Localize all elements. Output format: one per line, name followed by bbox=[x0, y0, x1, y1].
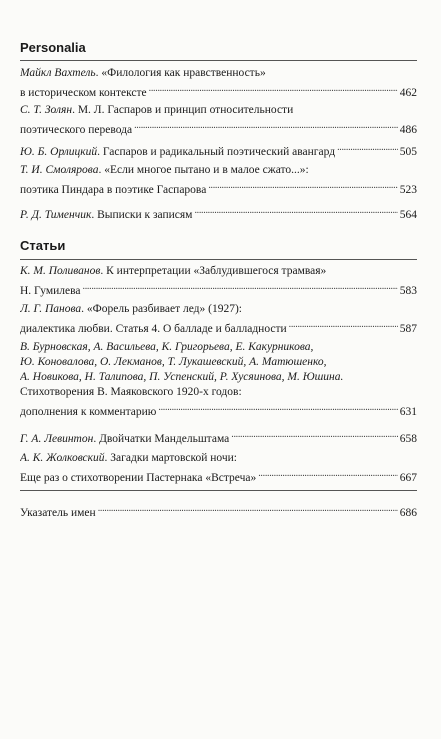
entry-page: 523 bbox=[399, 184, 417, 196]
entry-page: 505 bbox=[399, 146, 417, 158]
section-title-articles: Статьи bbox=[20, 238, 66, 253]
entry-title-line: Выписки к записям bbox=[97, 209, 193, 221]
toc-entry[interactable] bbox=[20, 340, 417, 418]
leader-dots bbox=[194, 203, 397, 218]
toc-entry[interactable]: Г. А. Левинтон. Двойчатки Мандельштама . . . 658 bbox=[20, 427, 417, 442]
entry-title-line: диалектика любви. Статья 4. О балладе и балладности bbox=[20, 323, 287, 335]
entry-title-line: «Если многое пытано и в малое сжато...»: bbox=[104, 164, 309, 176]
leader-dots bbox=[158, 400, 397, 415]
leader-dots bbox=[134, 118, 398, 133]
entry-title-line: в историческом контексте bbox=[20, 87, 147, 99]
entry-author-line: В. Бурновская, А. Васильева, К. Григорьева, Е. Какурникова, bbox=[20, 341, 314, 353]
entry-author: С. Т. Золян bbox=[20, 104, 73, 116]
toc-entry[interactable]: Майкл Вахтель. «Филология как нравственность» в историческом контексте . . . 462 bbox=[20, 66, 417, 96]
leader-dots bbox=[231, 427, 398, 442]
entry-title-line: М. Л. Гаспаров и принцип относительности bbox=[77, 104, 294, 116]
entry-author: Л. Г. Панова bbox=[20, 303, 82, 315]
toc-entry[interactable]: Р. Д. Тименчик. Выписки к записям . . . 564 bbox=[20, 203, 417, 218]
entry-author-line: Ю. Коновалова, О. Лекманов, Т. Лукашевский, А. Матюшенко, bbox=[20, 356, 327, 368]
entry-title-line: К интерпретации «Заблудившегося трамвая» bbox=[106, 265, 327, 277]
entry-title-line: Стихотворения В. Маяковского 1920-х годов: bbox=[20, 386, 242, 398]
leader-dots bbox=[98, 501, 398, 516]
entry-author: К. М. Поливанов bbox=[20, 265, 101, 277]
toc-entry[interactable]: Л. Г. Панова. «Форель разбивает лед» (1927): диалектика любви. Статья 4. О балладе и балладности . . . 587 bbox=[20, 302, 417, 332]
entry-page: 564 bbox=[399, 209, 417, 221]
entry-page: 462 bbox=[399, 87, 417, 99]
leader-dots bbox=[83, 279, 398, 294]
toc-entry[interactable]: Т. И. Смолярова. «Если многое пытано и в малое сжато...»: поэтика Пиндара в поэтике Гаспарова . . . 523 bbox=[20, 163, 417, 193]
entry-title-line: Еще раз о стихотворении Пастернака «Встреча» bbox=[20, 472, 257, 484]
leader-dots bbox=[149, 81, 398, 96]
entry-title-line: Загадки мартовской ночи: bbox=[110, 452, 237, 464]
entry-title-line: Гаспаров и радикальный поэтический авангард bbox=[102, 146, 336, 158]
entry-author: Г. А. Левинтон bbox=[20, 433, 94, 445]
entry-page: 631 bbox=[399, 406, 417, 418]
entry-title-line: Двойчатки Мандельштама bbox=[99, 433, 230, 445]
toc-entry[interactable]: Ю. Б. Орлицкий. Гаспаров и радикальный поэтический авангард . . . 505 bbox=[20, 140, 417, 155]
leader-dots bbox=[289, 317, 398, 332]
leader-dots bbox=[208, 178, 397, 193]
toc-entry[interactable]: А. К. Жолковский. Загадки мартовской ночи: Еще раз о стихотворении Пастернака «Встреча» . . . 667 bbox=[20, 451, 417, 481]
toc-entry[interactable]: С. Т. Золян. М. Л. Гаспаров и принцип относительности поэтического перевода . . . 486 bbox=[20, 103, 417, 133]
entry-author: А. К. Жолковский bbox=[20, 452, 105, 464]
toc-entry-index[interactable] bbox=[20, 501, 417, 519]
entry-page: 587 bbox=[399, 323, 417, 335]
entry-page: 667 bbox=[399, 472, 417, 484]
entry-page: 583 bbox=[399, 285, 417, 297]
entry-title-line: поэтика Пиндара в поэтике Гаспарова bbox=[20, 184, 207, 196]
index-label: Указатель имен bbox=[20, 507, 96, 519]
section-rule bbox=[20, 259, 417, 260]
entry-title-line: поэтического перевода bbox=[20, 124, 133, 136]
entry-page: 686 bbox=[399, 507, 417, 519]
entry-author: Т. И. Смолярова bbox=[20, 164, 99, 176]
entry-page: 658 bbox=[399, 433, 417, 445]
entry-title-line: «Форель разбивает лед» (1927): bbox=[86, 303, 243, 315]
entry-author-line: А. Новикова, Н. Талипова, П. Успенский, Р. Хусяинова, М. Юшина. bbox=[20, 371, 344, 383]
entry-author: Майкл Вахтель bbox=[20, 67, 96, 79]
entry-author: Р. Д. Тименчик bbox=[20, 209, 92, 221]
leader-dots bbox=[337, 140, 398, 155]
section-title-personalia: Personalia bbox=[20, 40, 86, 55]
entry-title-line: Н. Гумилева bbox=[20, 285, 81, 297]
leader-dots bbox=[258, 466, 398, 481]
toc-entry[interactable]: К. М. Поливанов. К интерпретации «Заблудившегося трамвая» Н. Гумилева . . . 583 bbox=[20, 264, 417, 294]
entry-title-line: «Филология как нравственность» bbox=[101, 67, 266, 79]
section-rule bbox=[20, 60, 417, 61]
entry-title-line: дополнения к комментарию bbox=[20, 406, 157, 418]
entry-author: Ю. Б. Орлицкий bbox=[20, 146, 98, 158]
section-rule bbox=[20, 490, 417, 491]
entry-page: 486 bbox=[399, 124, 417, 136]
